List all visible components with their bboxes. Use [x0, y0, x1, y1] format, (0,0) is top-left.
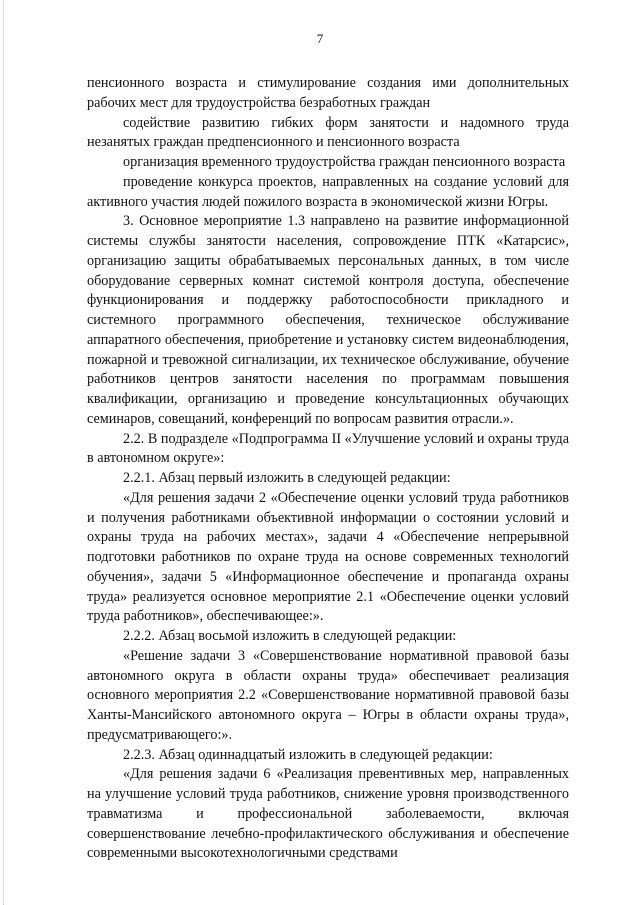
paragraph-1: пенсионного возраста и стимулирование создания ими дополнительных рабочих мест для трудоустройства безработных граждан	[87, 75, 569, 111]
paragraph-3: организация временного трудоустройства граждан пенсионного возраста	[123, 154, 566, 170]
paragraph-7: 2.2.1. Абзац первый изложить в следующей редакции:	[123, 470, 451, 486]
page-number: 7	[316, 31, 324, 46]
paragraph-11: 2.2.3. Абзац одиннадцатый изложить в следующей редакции:	[123, 746, 493, 763]
paragraph-5: 3. Основное мероприятие 1.3 направлено на развитие информационной системы службы занятости населения, сопровождение ПТК «Катарсис», организацию защиты обрабатываемых персональных данных, в том числе оборудование серверных комнат системой контроля доступа, обеспечение функционирования и поддержку работоспособности прикладного и системного программного обеспечения, техническое обслуживание аппаратного обеспечения, приобретение и установку систем видеонаблюдения, пожарной и тревожной сигнализации, их техническое обслуживание, обучение работников центров занятости населения по программам повышения квалификации, организацию и проведение консультационных обучающих семинаров, совещаний, конференций по вопросам развития отрасли.».	[87, 213, 569, 427]
paragraph-4: проведение конкурса проектов, направленных на создание условий для активного участия людей пожилого возраста в экономической жизни Югры.	[87, 173, 569, 210]
paragraph-9: 2.2.2. Абзац восьмой изложить в следующей редакции:	[123, 628, 457, 644]
paragraph-8: «Для решения задачи 2 «Обеспечение оценки условий труда работников и получения работниками объективной информации о состоянии условий и охраны труда на рабочих местах», задачи 4 «Обеспечение непрерывной подготовки работников по охране труда на основе современных технологий обучения», задачи 5 «Информационное обеспечение и пропаганда охраны труда» реализуется основное мероприятие 2.1 «Обеспечение оценки условий труда работников», обеспечивающее:».	[87, 489, 569, 625]
paragraph-2: содействие развитию гибких форм занятости и надомного труда незанятых граждан предпенсионного и пенсионного возраста	[87, 114, 569, 151]
paragraph-12: «Для решения задачи 6 «Реализация превентивных мер, направленных на улучшение условий труда работников, снижение уровня производственного травматизма и профессиональной заболеваемости, включая совершенствование лечебно-профилактического обслуживания и обеспечение современными высокотехнологичными средствами	[87, 766, 569, 862]
body-text	[87, 74, 569, 864]
paragraph-10: «Решение задачи 3 «Совершенствование нормативной правовой базы автономного округа в области охраны труда» обеспечивает реализация основного мероприятия 2.2 «Совершенствование нормативной правовой базы Ханты-Мансийского автономного округа – Югры в области охраны труда», предусматривающего:».	[87, 647, 569, 743]
paragraph-6: 2.2. В подразделе «Подпрограмма II «Улучшение условий и охраны труда в автономном округе»:	[87, 430, 569, 467]
scan-edge-line	[3, 0, 5, 905]
